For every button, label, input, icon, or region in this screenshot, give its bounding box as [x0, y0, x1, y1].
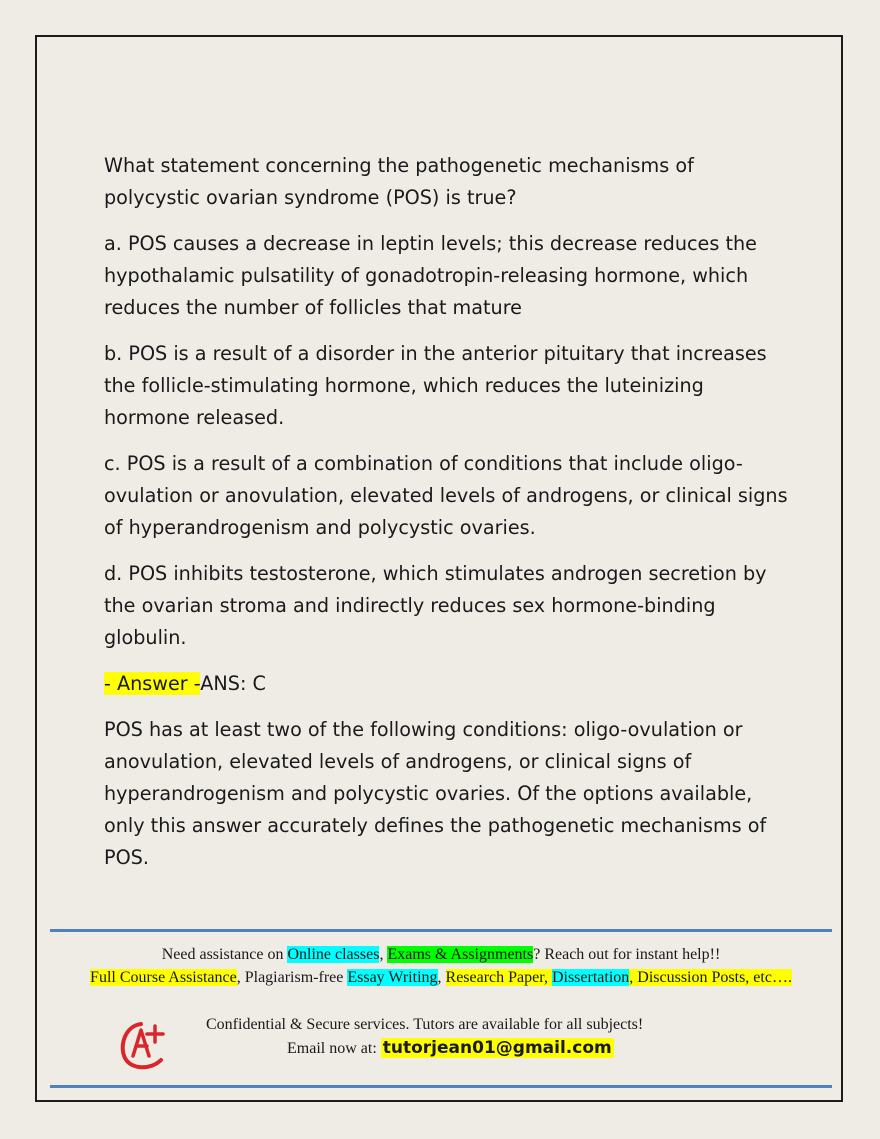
email-address: tutorjean01@gmail.com — [382, 1038, 612, 1058]
option-d: d. POS inhibits testosterone, which stimulates androgen secretion by the ovarian stroma and indirectly reduces sex hormone-binding globulin. — [104, 562, 767, 649]
footer-assistance-line — [50, 944, 832, 966]
footer-text: , Plagiarism-free — [236, 969, 348, 986]
full-course-highlight: Full Course Assistance — [90, 969, 237, 986]
footer-top-rule — [50, 929, 832, 932]
discussion-highlight: , Discussion Posts, etc…. — [629, 969, 792, 986]
exams-highlight: Exams & Assignments — [387, 946, 534, 963]
footer-bottom-rule — [50, 1085, 832, 1088]
footer-text: Need assistance on — [161, 946, 288, 963]
email-label: Email now at: — [287, 1040, 381, 1057]
essay-highlight: Essay Writing — [347, 969, 438, 986]
research-highlight: Research Paper, — [445, 969, 552, 986]
option-b: b. POS is a result of a disorder in the anterior pituitary that increases the follicle-stimulating hormone, which reduces the luteinizing hormone released. — [104, 342, 767, 429]
footer-text: ? Reach out for instant help!! — [533, 946, 721, 963]
footer-services-line — [50, 967, 832, 989]
email-line — [287, 1037, 614, 1060]
answer-label: - Answer - — [104, 672, 201, 695]
answer-line — [104, 668, 794, 700]
footer-text: , — [379, 946, 388, 963]
option-a: a. POS causes a decrease in leptin levels; this decrease reduces the hypothalamic pulsatility of gonadotropin-releasing hormone, which reduces the number of follicles that mature — [104, 232, 757, 319]
answer-value: ANS: C — [200, 672, 266, 695]
answer-rationale: POS has at least two of the following conditions: oligo-ovulation or anovulation, elevated levels of androgens, or clinical signs of hyperandrogenism and polycystic ovaries. Of the options available, only this answer accurately defines the pathogenetic mechanisms of POS. — [104, 718, 767, 869]
confidential-line: Confidential & Secure services. Tutors are available for all subjects! — [206, 1016, 644, 1033]
question-content — [104, 150, 794, 888]
question-stem: What statement concerning the pathogenetic mechanisms of polycystic ovarian syndrome (POS) is true? — [104, 154, 694, 209]
a-plus-logo-icon — [117, 1012, 173, 1072]
footer-text: , — [437, 969, 446, 986]
option-c: c. POS is a result of a combination of conditions that include oligo-ovulation or anovulation, elevated levels of androgens, or clinical signs of hyperandrogenism and polycystic ovaries. — [104, 452, 788, 539]
dissertation-highlight: Dissertation — [551, 969, 630, 986]
online-classes-highlight: Online classes — [287, 946, 380, 963]
